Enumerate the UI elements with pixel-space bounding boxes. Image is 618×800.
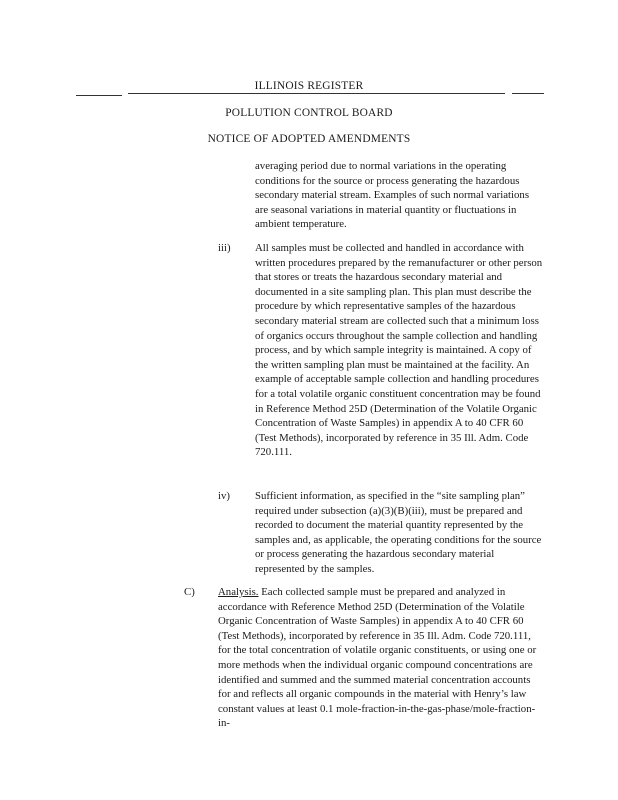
header-rule-main bbox=[128, 93, 505, 94]
item-c-title: Analysis. bbox=[218, 586, 259, 598]
board-title: POLLUTION CONTROL BOARD bbox=[225, 107, 393, 119]
item-iv-label: iv) bbox=[218, 490, 230, 502]
header-rule-right bbox=[512, 93, 544, 94]
item-c-label: C) bbox=[184, 586, 195, 598]
item-iv-paragraph bbox=[255, 489, 543, 577]
notice-title: NOTICE OF ADOPTED AMENDMENTS bbox=[207, 133, 411, 145]
continuation-text: averaging period due to normal variations in the operating conditions for the source or process generating the hazardous secondary material stream. Examples of such normal variations are seasonal variations in material quantity or fluctuations in ambient temperature. bbox=[255, 160, 530, 231]
item-c-text: Each collected sample must be prepared and analyzed in accordance with Reference Method 25D (Determination of the Volatile Organic Concentration of Waste Samples) in appendix A to 40 CFR 60 (Test Methods), incorporated by reference in 35 Ill. Adm. Code 720.111, for the total concentration of volatile organic constituents, or using one or more methods when the individual organic compound concentrations are identified and summed and the summed material concentration accounts for and reflects all organic compounds in the material with Henry’s law constant values at least 0.1 mole-fraction-in-the-gas-phase/mole-fraction-in- bbox=[218, 586, 537, 730]
header-rule-left bbox=[76, 95, 122, 96]
item-c-paragraph bbox=[218, 585, 544, 731]
item-iv-text: Sufficient information, as specified in the “site sampling plan” required under subsection (a)(3)(B)(iii), must be prepared and recorded to document the material quantity represented by the samples and, as applicable, the operating conditions for the source or process generating the hazardous secondary material represented by the samples. bbox=[255, 490, 542, 575]
item-iii-paragraph bbox=[255, 241, 543, 460]
item-iii-text: All samples must be collected and handled in accordance with written procedures prepared by the remanufacturer or other person that stores or treats the hazardous secondary material and documented in a site sampling plan. This plan must describe the procedure by which representative samples of the hazardous secondary material stream are collected such that a minimum loss of organics occurs throughout the sample collection and handling process, and by which sample integrity is maintained. A copy of the written sampling plan must be maintained at the facility. An example of acceptable sample collection and handling procedures for a total volatile organic constituent concentration may be found in Reference Method 25D (Determination of the Volatile Organic Concentration of Waste Samples) in appendix A to 40 CFR 60 (Test Methods), incorporated by reference in 35 Ill. Adm. Code 720.111. bbox=[255, 242, 543, 459]
continuation-paragraph bbox=[255, 159, 543, 232]
register-title: ILLINOIS REGISTER bbox=[254, 80, 364, 92]
item-c-body bbox=[218, 585, 544, 731]
item-iii-label: iii) bbox=[218, 242, 231, 254]
